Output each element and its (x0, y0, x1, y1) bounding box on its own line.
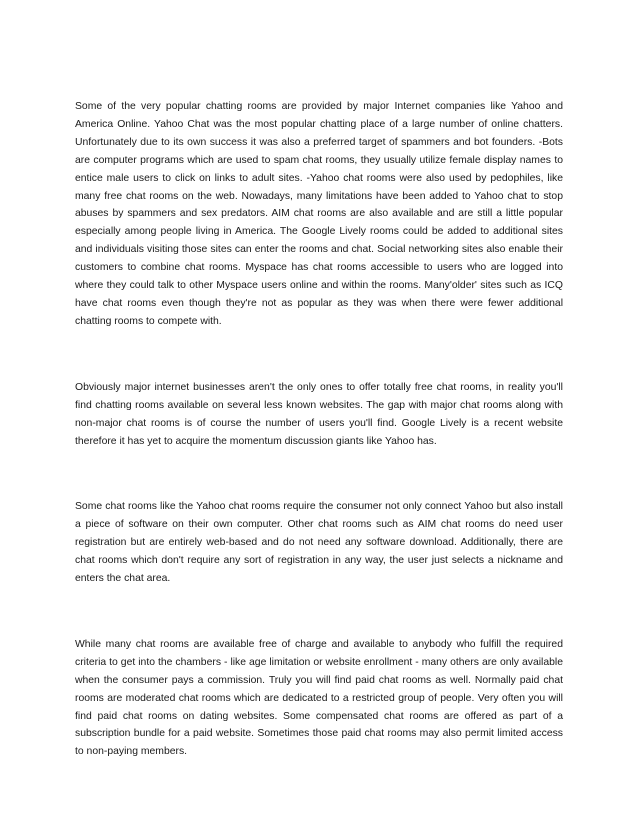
document-page (75, 98, 563, 809)
paragraph-3: Some chat rooms like the Yahoo chat rooms require the consumer not only connect Yahoo but also install a piece of software on their own computer. Other chat rooms such as AIM chat rooms do need user registration but are entirely web-based and do not need any software download. Additionally, there are chat rooms which don't require any sort of registration in any way, the user just selects a nickname and enters the chat area. (75, 501, 563, 585)
paragraph-1: Some of the very popular chatting rooms are provided by major Internet companies like Yahoo and America Online. Yahoo Chat was the most popular chatting place of a large number of online chatters. Unfortunately due to its own success it was also a preferred target of spammers and bot founders. -Bots are computer programs which are used to spam chat rooms, they usually utilize female display names to entice male users to click on links to adult sites. -Yahoo chat rooms were also used by pedophiles, like many free chat rooms on the web. Nowadays, many limitations have been added to Yahoo chat to stop abuses by spammers and sex predators. AIM chat rooms are also available and are still a little popular especially among people living in America. The Google Lively rooms could be added to additional sites and individuals visiting those sites can enter the rooms and chat. Social networking sites also enable their customers to combine chat rooms. Myspace has chat rooms accessible to users who are logged into where they could talk to other Myspace users online and within the rooms. Many'older' sites such as ICQ have chat rooms even though they're not as popular as they was when there were fewer additional chatting rooms to compete with. (75, 101, 563, 327)
paragraph-4: While many chat rooms are available free of charge and available to anybody who fulfill the required criteria to get into the chambers - like age limitation or website enrollment - many others are only available when the consumer pays a commission. Truly you will find paid chat rooms as well. Normally paid chat rooms are moderated chat rooms which are dedicated to a restricted group of people. Very often you will find paid chat rooms on dating websites. Some compensated chat rooms are offered as part of a subscription bundle for a paid website. Sometimes those paid chat rooms may also permit limited access to non-paying members. (75, 638, 563, 758)
paragraph-2: Obviously major internet businesses aren't the only ones to offer totally free chat rooms, in reality you'll find chatting rooms available on several less known websites. The gap with major chat rooms along with non-major chat rooms is of course the number of users you'll find. Google Lively is a recent website therefore it has yet to acquire the momentum discussion giants like Yahoo has. (75, 381, 563, 447)
